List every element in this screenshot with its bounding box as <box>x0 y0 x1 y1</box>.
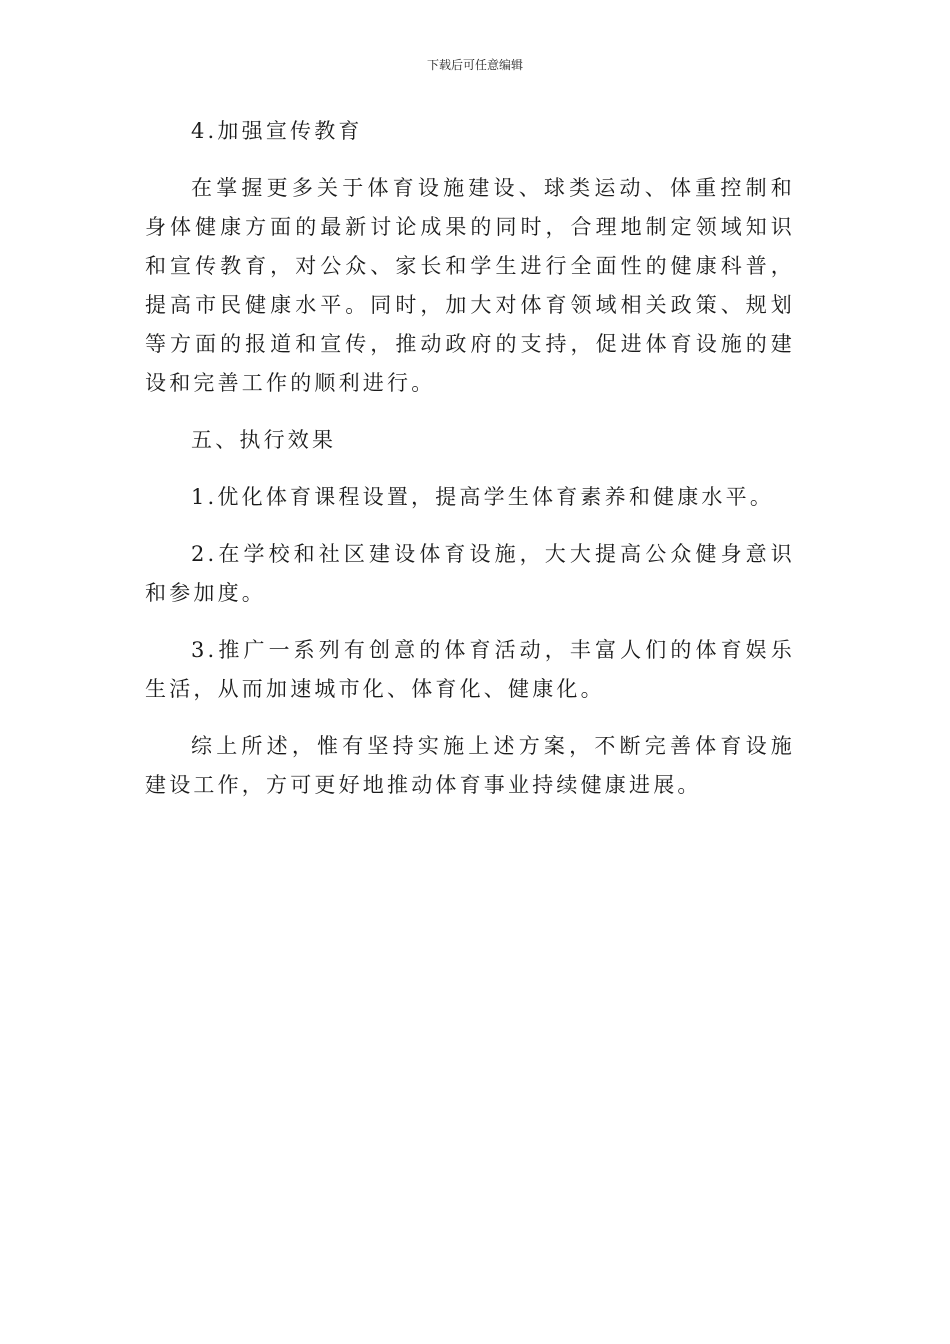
document-body <box>145 112 795 823</box>
page-header-note: 下载后可任意编辑 <box>426 58 523 72</box>
list-item-effect-3: 3.推广一系列有创意的体育活动，丰富人们的体育娱乐生活，从而加速城市化、体育化、健康化。 <box>145 638 795 701</box>
section-heading-publicity: 4.加强宣传教育 <box>191 119 363 143</box>
conclusion-paragraph: 综上所述，惟有坚持实施上述方案，不断完善体育设施建设工作，方可更好地推动体育事业持续健康进展。 <box>145 734 795 797</box>
list-item-effect-1: 1.优化体育课程设置，提高学生体育素养和健康水平。 <box>191 485 775 509</box>
list-item-effect-2: 2.在学校和社区建设体育设施，大大提高公众健身意识和参加度。 <box>145 542 795 605</box>
section-heading-effects: 五、执行效果 <box>191 428 337 452</box>
body-paragraph-publicity: 在掌握更多关于体育设施建设、球类运动、体重控制和身体健康方面的最新讨论成果的同时，合理地制定领域知识和宣传教育，对公众、家长和学生进行全面性的健康科普，提高市民健康水平。同时，加大对体育领域相关政策、规划等方面的报道和宣传，推动政府的支持，促进体育设施的建设和完善工作的顺利进行。 <box>145 176 795 395</box>
